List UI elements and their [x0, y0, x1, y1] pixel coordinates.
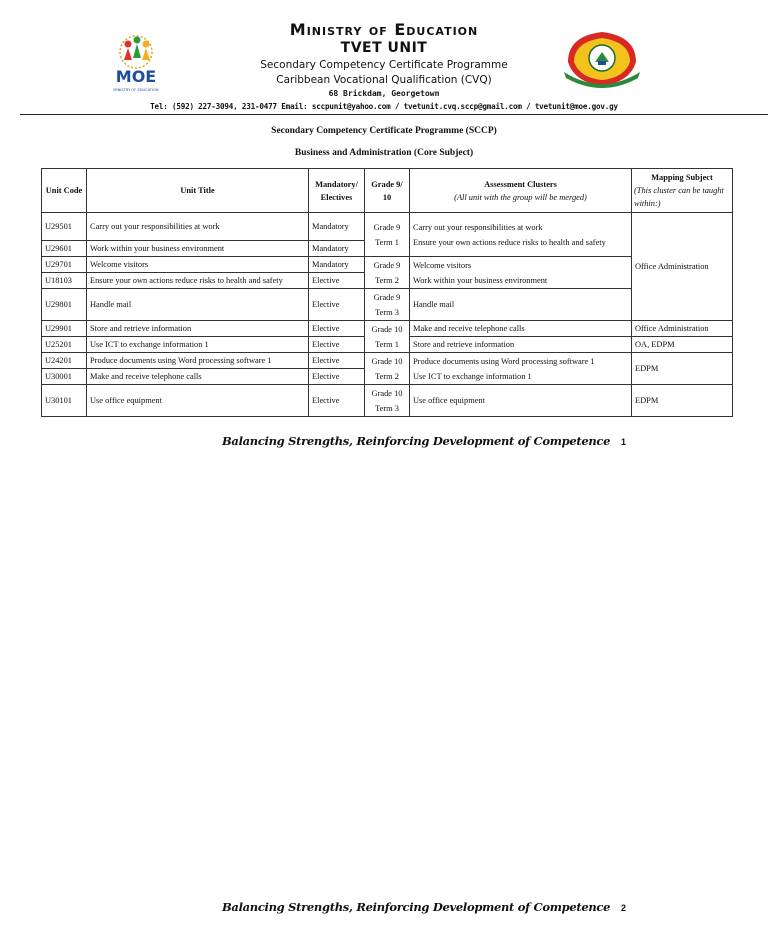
contact-line: Tel: (592) 227-3094, 231-0477 Email: sccpunit@yahoo.com / tvetunit.cvq.sccp@gmail.com / tvetunit@moe.gov.gy — [150, 102, 618, 111]
table-row — [42, 385, 733, 417]
unit-title: TVET UNIT — [340, 40, 428, 56]
unit-code: U30001 — [42, 369, 87, 385]
svg-text:MOE: MOE — [115, 67, 157, 86]
header-mapping — [632, 169, 733, 213]
unit-title: Handle mail — [87, 289, 309, 321]
grade-term: Grade 9 Term 3 — [365, 289, 410, 321]
cvq-name: Caribbean Vocational Qualification (CVQ) — [276, 74, 492, 86]
unit-title: Carry out your responsibilities at work — [87, 213, 309, 241]
document-title: Secondary Competency Certificate Programme (SCCP) — [271, 126, 497, 136]
unit-type: Elective — [309, 353, 365, 369]
table-row — [42, 257, 733, 273]
assessment-cluster: Make and receive telephone calls — [410, 321, 632, 337]
header-clusters-label: Assessment Clusters — [484, 179, 557, 189]
unit-type: Elective — [309, 385, 365, 417]
table-row — [42, 289, 733, 321]
mapping-subject: EDPM — [632, 353, 733, 385]
unit-code: U29601 — [42, 241, 87, 257]
footer-motto: Balancing Strengths, Reinforcing Development of Competence — [222, 900, 611, 914]
unit-type: Elective — [309, 321, 365, 337]
header-grade: Grade 9/ 10 — [365, 169, 410, 213]
unit-code: U29701 — [42, 257, 87, 273]
unit-title: Make and receive telephone calls — [87, 369, 309, 385]
header-mapping-note: (This cluster can be taught within:) — [634, 186, 724, 208]
unit-type: Elective — [309, 289, 365, 321]
unit-title: Store and retrieve information — [87, 321, 309, 337]
unit-code: U18103 — [42, 273, 87, 289]
unit-type: Mandatory — [309, 241, 365, 257]
unit-code: U29801 — [42, 289, 87, 321]
ministry-title: Ministry of Education — [289, 20, 479, 39]
address: 68 Brickdam, Georgetown — [328, 89, 440, 98]
units-table — [41, 168, 733, 417]
unit-title: Produce documents using Word processing software 1 — [87, 353, 309, 369]
unit-code: U29901 — [42, 321, 87, 337]
header-mapping-label: Mapping Subject — [651, 173, 713, 182]
table-row — [42, 213, 733, 241]
document-subtitle: Business and Administration (Core Subject) — [294, 148, 474, 158]
table-row — [42, 353, 733, 369]
unit-code: U30101 — [42, 385, 87, 417]
grade-term: Grade 9 Term 1 — [365, 213, 410, 257]
page-number: 1 — [621, 437, 627, 447]
unit-type: Mandatory — [309, 213, 365, 241]
unit-type: Elective — [309, 337, 365, 353]
unit-code: U24201 — [42, 353, 87, 369]
unit-title: Use office equipment — [87, 385, 309, 417]
mapping-subject: Office Administration — [632, 321, 733, 337]
letterhead — [0, 0, 768, 118]
tvet-crest-logo — [560, 28, 644, 92]
assessment-cluster: Handle mail — [410, 289, 632, 321]
unit-code: U29501 — [42, 213, 87, 241]
page-number: 2 — [621, 903, 627, 913]
assessment-cluster: Store and retrieve information — [410, 337, 632, 353]
unit-code: U25201 — [42, 337, 87, 353]
header-unit-code: Unit Code — [42, 169, 87, 213]
grade-term: Grade 10 Term 2 — [365, 353, 410, 385]
svg-text:MINISTRY OF EDUCATION: MINISTRY OF EDUCATION — [113, 88, 159, 92]
header-rule — [20, 114, 768, 115]
footer-page-2 — [0, 900, 768, 920]
assessment-cluster: Produce documents using Word processing software 1 Use ICT to exchange information 1 — [410, 353, 632, 385]
assessment-cluster: Use office equipment — [410, 385, 632, 417]
unit-title: Welcome visitors — [87, 257, 309, 273]
unit-title: Ensure your own actions reduce risks to health and safety — [87, 273, 309, 289]
footer-motto: Balancing Strengths, Reinforcing Development of Competence — [222, 434, 611, 448]
header-mandatory: Mandatory/ Electives — [309, 169, 365, 213]
mapping-subject: EDPM — [632, 385, 733, 417]
table-header-row — [42, 169, 733, 213]
mapping-subject: OA, EDPM — [632, 337, 733, 353]
grade-term: Grade 10 Term 3 — [365, 385, 410, 417]
header-unit-title: Unit Title — [87, 169, 309, 213]
header-clusters — [410, 169, 632, 213]
mapping-subject: Office Administration — [632, 213, 733, 321]
assessment-cluster: Carry out your responsibilities at work Ensure your own actions reduce risks to health and safety — [410, 213, 632, 257]
unit-type: Elective — [309, 369, 365, 385]
programme-name: Secondary Competency Certificate Programme — [260, 59, 508, 71]
unit-title: Use ICT to exchange information 1 — [87, 337, 309, 353]
unit-title: Work within your business environment — [87, 241, 309, 257]
header-clusters-note: (All unit with the group will be merged) — [454, 192, 587, 202]
unit-type: Elective — [309, 273, 365, 289]
unit-type: Mandatory — [309, 257, 365, 273]
grade-term: Grade 10 Term 1 — [365, 321, 410, 353]
footer-page-1 — [0, 434, 768, 454]
table-row — [42, 321, 733, 337]
grade-term: Grade 9 Term 2 — [365, 257, 410, 289]
assessment-cluster: Welcome visitors Work within your business environment — [410, 257, 632, 289]
